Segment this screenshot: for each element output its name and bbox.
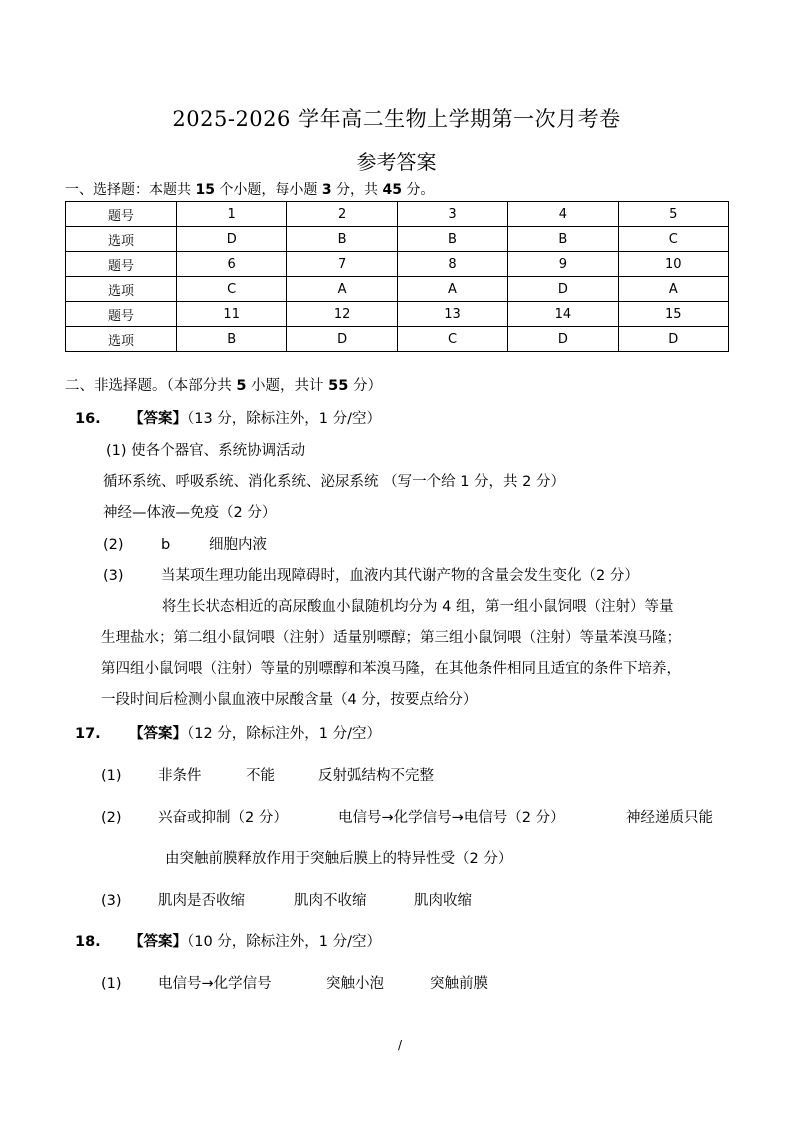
q16-number: 16. (75, 411, 101, 427)
section2-text-a: 二、非选择题。（本部分共 (65, 378, 237, 394)
q16-line-5 (103, 566, 639, 586)
answer-table-cell: B (287, 227, 397, 252)
q16-sub2-number: (2) (103, 537, 124, 553)
q16-sub3-number: (3) (103, 568, 124, 584)
q17-score-note: （12 分，除标注外，1 分/空） (187, 726, 382, 742)
page-footer-mark: / (398, 1038, 403, 1052)
q16-sub3-answer: 当某项生理功能出现障碍时，血液内其代谢产物的含量会发生变化（2 分） (161, 568, 639, 584)
answer-table-row-label: 选项 (66, 277, 177, 302)
q17-sub2-answer-c: 神经递质只能 (626, 810, 713, 826)
answer-table-cell: C (618, 227, 728, 252)
q17-sub3-number: (3) (101, 893, 122, 909)
section2-text-b: 小题，共计 (246, 378, 329, 394)
answer-table-row (66, 252, 729, 277)
answer-table-cell: 5 (618, 202, 728, 227)
answer-table-cell: 9 (508, 252, 618, 277)
answer-table-cell: D (287, 327, 397, 352)
q17-answer-label: 【答案】 (129, 726, 187, 742)
q17-sub1-answer-a: 非条件 (158, 768, 202, 784)
answer-table-row-label: 题号 (66, 252, 177, 277)
section2-heading (65, 376, 382, 396)
answer-table-cell: B (177, 327, 287, 352)
answer-table-row (66, 277, 729, 302)
answer-table-cell: D (177, 227, 287, 252)
q17-line-3: 由突触前膜释放作用于突触后膜上的特异性受（2 分） (165, 851, 513, 867)
answer-table-cell: D (508, 327, 618, 352)
section1-each-score: 3 (321, 182, 332, 198)
q17-number: 17. (75, 726, 101, 742)
section1-total-score: 45 (382, 182, 402, 198)
answer-table-cell: A (287, 277, 397, 302)
answer-table-cell: D (508, 277, 618, 302)
section1-text-a: 一、选择题：本题共 (65, 182, 196, 198)
answer-table-cell: 7 (287, 252, 397, 277)
q18-number: 18. (75, 934, 101, 950)
answer-table-row-label: 选项 (66, 227, 177, 252)
answer-table-cell: C (397, 327, 507, 352)
q18-sub1-answer-a: 电信号→化学信号 (158, 976, 272, 992)
q17-sub1-number: (1) (101, 768, 122, 784)
section1-count: 15 (195, 182, 215, 198)
q17-sub2-number: (2) (101, 810, 122, 826)
answer-table-row (66, 302, 729, 327)
q17-sub3-answer-c: 肌肉收缩 (414, 893, 472, 909)
q16-paragraph-line-2: 生理盐水；第二组小鼠饲喂（注射）适量别嘌醇；第三组小鼠饲喂（注射）等量苯溴马隆； (101, 630, 681, 646)
q17-sub3-answer-a: 肌肉是否收缩 (158, 893, 245, 909)
section1-text-d: 分。 (401, 182, 435, 198)
answer-table-cell: 1 (177, 202, 287, 227)
answer-table-cell: A (618, 277, 728, 302)
answer-table-row-label: 题号 (66, 302, 177, 327)
section2-count: 5 (236, 378, 247, 394)
q18-sub1-answer-c: 突触前膜 (430, 976, 488, 992)
q17-sub2-answer-b: 电信号→化学信号→电信号（2 分） (338, 810, 565, 826)
q16-paragraph-line-1: 将生长状态相近的高尿酸血小鼠随机均分为 4 组，第一组小鼠饲喂（注射）等量 (162, 599, 674, 615)
answer-table-row (66, 202, 729, 227)
answer-table-row-label: 题号 (66, 202, 177, 227)
q17-sub1-answer-c: 反射弧结构不完整 (318, 768, 434, 784)
answer-table-cell: 13 (397, 302, 507, 327)
section1-text-b: 个小题，每小题 (214, 182, 322, 198)
q16-line-3: 神经—体液—免疫（2 分） (103, 505, 277, 521)
answer-table-cell: 4 (508, 202, 618, 227)
q16-line-4 (103, 535, 267, 555)
answer-table-cell: 14 (508, 302, 618, 327)
q16-score-note: （13 分，除标注外，1 分/空） (187, 411, 382, 427)
q16-sub2-answer-b: 细胞内液 (209, 537, 267, 553)
answer-table-cell: 15 (618, 302, 728, 327)
answer-table-cell: B (397, 227, 507, 252)
q17-line-2 (101, 808, 713, 828)
answer-table-row (66, 227, 729, 252)
answer-table-cell: 11 (177, 302, 287, 327)
q16-sub2-answer-a: b (161, 537, 171, 553)
section1-heading (65, 180, 434, 200)
q17-header (75, 724, 381, 744)
answer-table-cell: 12 (287, 302, 397, 327)
q18-answer-label: 【答案】 (129, 934, 187, 950)
q16-paragraph-line-4: 一段时间后检测小鼠血液中尿酸含量（4 分，按要点给分） (101, 692, 478, 708)
answer-table-cell: 3 (397, 202, 507, 227)
answer-table-row (66, 327, 729, 352)
q16-paragraph-line-3: 第四组小鼠饲喂（注射）等量的别嘌醇和苯溴马隆，在其他条件相同且适宜的条件下培养， (101, 661, 681, 677)
page-subtitle: 参考答案 (356, 150, 437, 174)
q17-sub1-answer-b: 不能 (246, 768, 275, 784)
q18-sub1-number: (1) (101, 976, 122, 992)
q17-sub3-answer-b: 肌肉不收缩 (294, 893, 367, 909)
q18-score-note: （10 分，除标注外，1 分/空） (187, 934, 382, 950)
page-title: 2025-2026 学年高二生物上学期第一次月考卷 (172, 107, 621, 131)
answer-table-cell: 6 (177, 252, 287, 277)
q16-line-2: 循环系统、呼吸系统、消化系统、泌尿系统 （写一个给 1 分，共 2 分） (103, 474, 565, 490)
section1-text-c: 分，共 (331, 182, 383, 198)
q17-sub2-answer-a: 兴奋或抑制（2 分） (158, 810, 288, 826)
answer-table-cell: D (618, 327, 728, 352)
answer-table-row-label: 选项 (66, 327, 177, 352)
q16-header (75, 409, 381, 429)
q18-header (75, 932, 381, 952)
answer-table-cell: C (177, 277, 287, 302)
q17-line-4 (101, 891, 472, 911)
q16-line-1: (1) 使各个器官、系统协调活动 (106, 443, 306, 459)
q17-line-1 (101, 766, 434, 786)
answer-table-cell: 8 (397, 252, 507, 277)
answer-table-cell: B (508, 227, 618, 252)
answer-table (65, 201, 729, 352)
answer-table-cell: 10 (618, 252, 728, 277)
answer-table-cell: A (397, 277, 507, 302)
section2-total-score: 55 (328, 378, 349, 394)
q18-line-1 (101, 974, 488, 994)
q18-sub1-answer-b: 突触小泡 (326, 976, 384, 992)
section2-text-c: 分） (348, 378, 382, 394)
q16-answer-label: 【答案】 (129, 411, 187, 427)
answer-table-cell: 2 (287, 202, 397, 227)
